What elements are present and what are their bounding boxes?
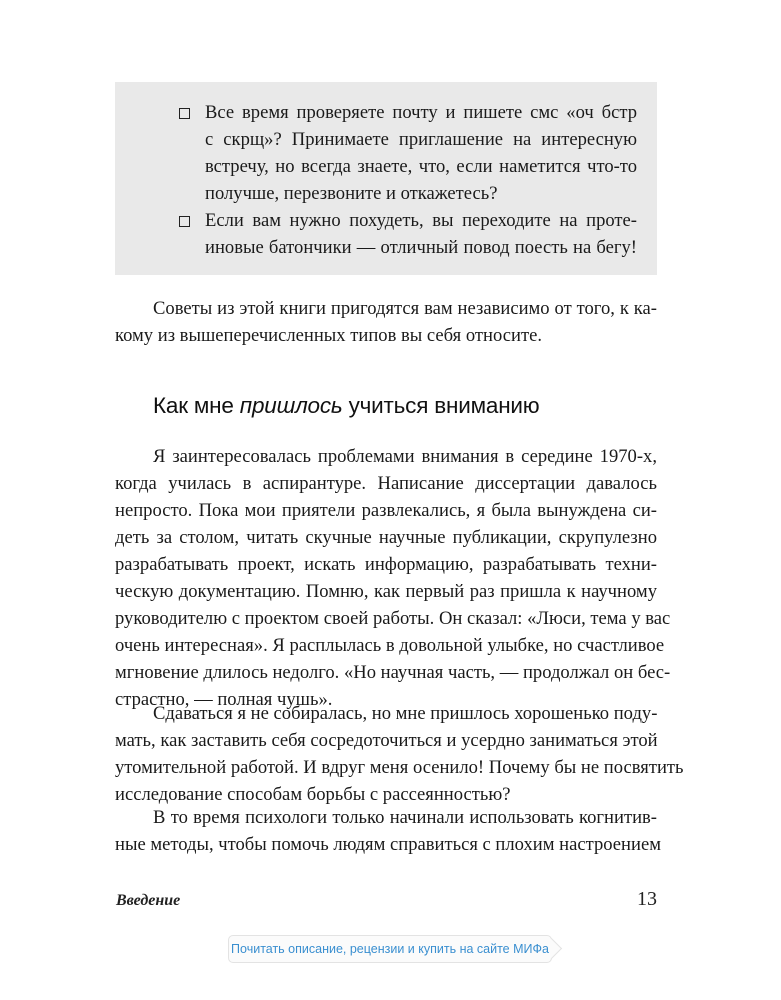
text-line: Сдаваться я не собиралась, но мне пришлось хорошенько поду-: [153, 703, 658, 724]
text-line: страстно, — полная чушь».: [115, 689, 333, 710]
text-line: мать, как заставить себя сосредоточиться и усердно заниматься этой: [115, 730, 658, 751]
checklist-item-text: [205, 207, 637, 261]
paragraph: [115, 700, 684, 808]
heading-part: Как мне: [153, 393, 240, 418]
text-line: с скрщ»? Принимаете приглашение на интересную: [205, 129, 637, 150]
paragraph: [115, 804, 661, 858]
text-line: В то время психологи только начинали использовать когнитив-: [153, 807, 657, 828]
text-line: ные методы, чтобы помочь людям справиться с плохим настроением: [115, 834, 661, 855]
text-line: Все время проверяете почту и пишете смс «оч бстр: [205, 102, 637, 123]
running-title: Введение: [116, 892, 181, 909]
text-line: исследование способам борьбы с рассеянностью?: [115, 784, 511, 805]
text-line: утомительной работой. И вдруг меня осенило! Почему бы не посвятить: [115, 757, 684, 778]
checkbox-icon: [179, 216, 190, 227]
text-line: разрабатывать проект, искать информацию, разрабатывать техни-: [115, 554, 657, 575]
text-line: Если вам нужно похудеть, вы переходите на проте-: [205, 210, 637, 231]
checklist-box: [115, 82, 657, 275]
text-line: очень интересная». Я расплылась в довольной улыбке, но счастливое: [115, 635, 665, 656]
text-line: мгновение длилось недолго. «Но научная часть, — продолжал он бес-: [115, 662, 671, 683]
page-number: 13: [637, 888, 657, 910]
shop-link-label: Почитать описание, рецензии и купить на сайте МИФа: [231, 942, 549, 956]
text-line: Советы из этой книги пригодятся вам независимо от того, к ка-: [153, 298, 657, 319]
heading-part: учиться вниманию: [342, 393, 540, 418]
text-line: кому из вышеперечисленных типов вы себя относите.: [115, 325, 542, 346]
checkbox-icon: [179, 108, 190, 119]
text-line: Я заинтересовалась проблемами внимания в середине 1970-х,: [153, 446, 657, 467]
text-line: получше, перезвоните и откажетесь?: [205, 183, 498, 204]
text-line: руководителю с проектом своей работы. Он сказал: «Люси, тема у вас: [115, 608, 671, 629]
text-line: непросто. Пока мои приятели развлекались, я была вынуждена си-: [115, 500, 657, 521]
text-line: ческую документацию. Помню, как первый раз пришла к научному: [115, 581, 657, 602]
paragraph: [115, 443, 671, 713]
intro-paragraph: [115, 295, 657, 349]
text-line: когда училась в аспирантуре. Написание диссертации давалось: [115, 473, 657, 494]
text-line: встречу, но всегда знаете, что, если наметится что-то: [205, 156, 637, 177]
text-line: деть за столом, читать скучные научные публикации, скрупулезно: [115, 527, 657, 548]
section-heading: [153, 393, 539, 419]
shop-link-button[interactable]: [228, 935, 552, 963]
checklist-item-text: [205, 99, 637, 207]
text-line: иновые батончики — отличный повод поесть на бегу!: [205, 237, 637, 258]
heading-emphasis: пришлось: [239, 393, 343, 418]
